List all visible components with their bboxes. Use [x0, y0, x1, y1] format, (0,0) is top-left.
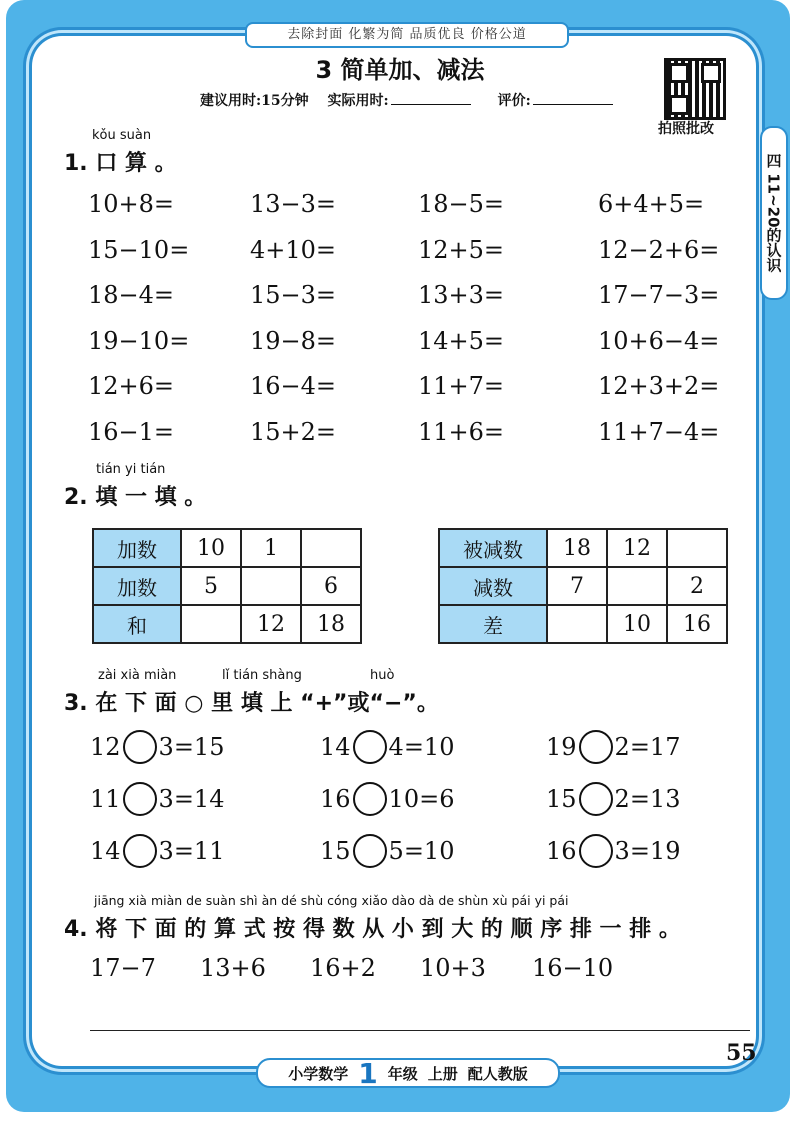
q1-expression: 18−5=: [418, 190, 505, 218]
table-cell[interactable]: [607, 567, 667, 605]
page-number: 55: [726, 1040, 757, 1066]
q4-expression: 13+6: [200, 954, 266, 982]
q3-left-operand: 15: [320, 837, 351, 865]
q4-expression: 10+3: [420, 954, 486, 982]
q1-expression: 16−4=: [250, 372, 337, 400]
table-header-cell: 和: [93, 605, 181, 643]
q1-expression: 11+7−4=: [598, 417, 720, 446]
q1-expression: 14+5=: [418, 326, 505, 355]
q4-heading: 4. 将 下 面 的 算 式 按 得 数 从 小 到 大 的 顺 序 排 一 排 。: [64, 917, 681, 942]
footer-edition: 配人教版: [467, 1064, 528, 1083]
footer-grade: 年级: [387, 1064, 418, 1083]
evaluation-field[interactable]: [533, 104, 613, 105]
qr-label: 拍照批改: [658, 121, 714, 137]
addition-table: [92, 528, 362, 644]
q3-item: [546, 782, 680, 816]
table-cell[interactable]: [301, 529, 361, 567]
q3-left-operand: 16: [546, 837, 577, 865]
footer-term: 上册: [427, 1064, 458, 1083]
q3-right-side: 2=17: [614, 733, 681, 761]
q3-item: [320, 782, 454, 816]
q3-item: [546, 730, 680, 764]
q1-expression: 19−10=: [88, 326, 190, 355]
page-title: 3 简单加、减法: [315, 56, 485, 84]
q2-pinyin: tián yi tián: [96, 462, 166, 477]
q4-pinyin: jiāng xià miàn de suàn shì àn dé shù cóng xiǎo dào dà de shùn xù pái yi pái: [94, 893, 569, 908]
time-suggest: 建议用时:15分钟: [200, 93, 309, 109]
q3-left-operand: 16: [320, 785, 351, 813]
q3-pinyin-1: zài xià miàn: [98, 668, 177, 683]
table-header-cell: 减数: [439, 567, 547, 605]
table-cell: 1: [241, 529, 301, 567]
table-cell: 10: [607, 605, 667, 643]
q3-item: [90, 730, 224, 764]
q1-pinyin: kǒu suàn: [92, 128, 152, 143]
evaluation-label: 评价:: [497, 93, 531, 109]
slogan-banner: 去除封面 化繁为简 品质优良 价格公道: [245, 22, 569, 48]
q2-heading: 2. 填 一 填 。: [64, 485, 207, 510]
q1-expression: 12−2+6=: [598, 235, 720, 264]
q1-expression: 12+6=: [88, 372, 175, 400]
q1-expression: 15+2=: [250, 417, 337, 446]
time-actual-field[interactable]: [391, 104, 471, 105]
table-cell: 18: [547, 529, 607, 567]
q1-expression: 10+6−4=: [598, 326, 720, 355]
q1-expression: 12+5=: [418, 235, 505, 264]
table-cell: 2: [667, 567, 727, 605]
q3-pinyin-2: lǐ tián shàng: [222, 668, 302, 683]
q3-left-operand: 19: [546, 733, 577, 761]
q1-expression: 19−8=: [250, 326, 337, 355]
q1-expression: 6+4+5=: [598, 190, 705, 218]
q1-expression: 11+6=: [418, 417, 505, 446]
q3-right-side: 2=13: [614, 785, 681, 813]
q3-item: [546, 834, 680, 868]
table-header-cell: 被减数: [439, 529, 547, 567]
q3-pinyin-3: huò: [370, 668, 395, 683]
q1-expression: 4+10=: [250, 235, 337, 264]
table-cell[interactable]: [241, 567, 301, 605]
table-cell: 12: [607, 529, 667, 567]
q3-right-side: 10=6: [388, 785, 455, 813]
q1-expression: 15−3=: [250, 281, 337, 309]
operator-blank-circle[interactable]: [123, 782, 157, 816]
operator-blank-circle[interactable]: [353, 834, 387, 868]
q3-right-side: 3=15: [158, 733, 225, 761]
q3-left-operand: 11: [90, 785, 121, 813]
q3-left-operand: 15: [546, 785, 577, 813]
q4-expression: 17−7: [90, 954, 156, 982]
chapter-side-tab: 四 11~20的认识: [760, 126, 788, 300]
table-cell: 12: [241, 605, 301, 643]
operator-blank-circle[interactable]: [353, 730, 387, 764]
operator-blank-circle[interactable]: [579, 834, 613, 868]
q3-item: [320, 834, 454, 868]
time-actual-label: 实际用时:: [327, 93, 389, 109]
q3-right-side: 4=10: [388, 733, 455, 761]
operator-blank-circle[interactable]: [123, 730, 157, 764]
table-cell: 18: [301, 605, 361, 643]
table-cell[interactable]: [181, 605, 241, 643]
q3-right-side: 3=14: [158, 785, 225, 813]
q3-right-side: 3=19: [614, 837, 681, 865]
q1-heading: 1. 口 算 。: [64, 151, 177, 176]
q1-expression: 13−3=: [250, 190, 337, 218]
operator-blank-circle[interactable]: [579, 730, 613, 764]
q4-expression: 16−10: [532, 954, 614, 982]
table-header-cell: 加数: [93, 567, 181, 605]
q1-expression: 17−7−3=: [598, 281, 720, 309]
q3-item: [90, 782, 224, 816]
time-bar: [200, 90, 635, 110]
table-cell[interactable]: [547, 605, 607, 643]
qr-code-icon: [664, 58, 726, 120]
operator-blank-circle[interactable]: [123, 834, 157, 868]
table-header-cell: 加数: [93, 529, 181, 567]
q1-expression: 11+7=: [418, 372, 505, 400]
footer-grade-number: 1: [358, 1056, 378, 1090]
table-cell: 10: [181, 529, 241, 567]
q3-left-operand: 14: [320, 733, 351, 761]
q4-answer-line[interactable]: [90, 1030, 750, 1031]
table-cell: 5: [181, 567, 241, 605]
q1-expression: 16−1=: [88, 417, 175, 446]
q1-expression: 18−4=: [88, 281, 175, 309]
q3-left-operand: 14: [90, 837, 121, 865]
q1-expression: 12+3+2=: [598, 372, 720, 400]
q1-expression: 13+3=: [418, 281, 505, 309]
table-cell: 6: [301, 567, 361, 605]
footer-banner: [256, 1058, 560, 1088]
q3-right-side: 5=10: [388, 837, 455, 865]
footer-subject: 小学数学: [288, 1064, 349, 1083]
q3-item: [320, 730, 454, 764]
operator-blank-circle[interactable]: [353, 782, 387, 816]
q1-expression: 15−10=: [88, 235, 190, 264]
q1-expression: 10+8=: [88, 190, 175, 218]
table-header-cell: 差: [439, 605, 547, 643]
subtraction-table: [438, 528, 728, 644]
q4-expression: 16+2: [310, 954, 376, 982]
table-cell: 7: [547, 567, 607, 605]
q3-item: [90, 834, 224, 868]
table-cell: 16: [667, 605, 727, 643]
q3-heading: 3. 在 下 面 ○ 里 填 上 “+”或“−”。: [64, 691, 439, 716]
q3-left-operand: 12: [90, 733, 121, 761]
operator-blank-circle[interactable]: [579, 782, 613, 816]
table-cell[interactable]: [667, 529, 727, 567]
q3-right-side: 3=11: [158, 837, 225, 865]
